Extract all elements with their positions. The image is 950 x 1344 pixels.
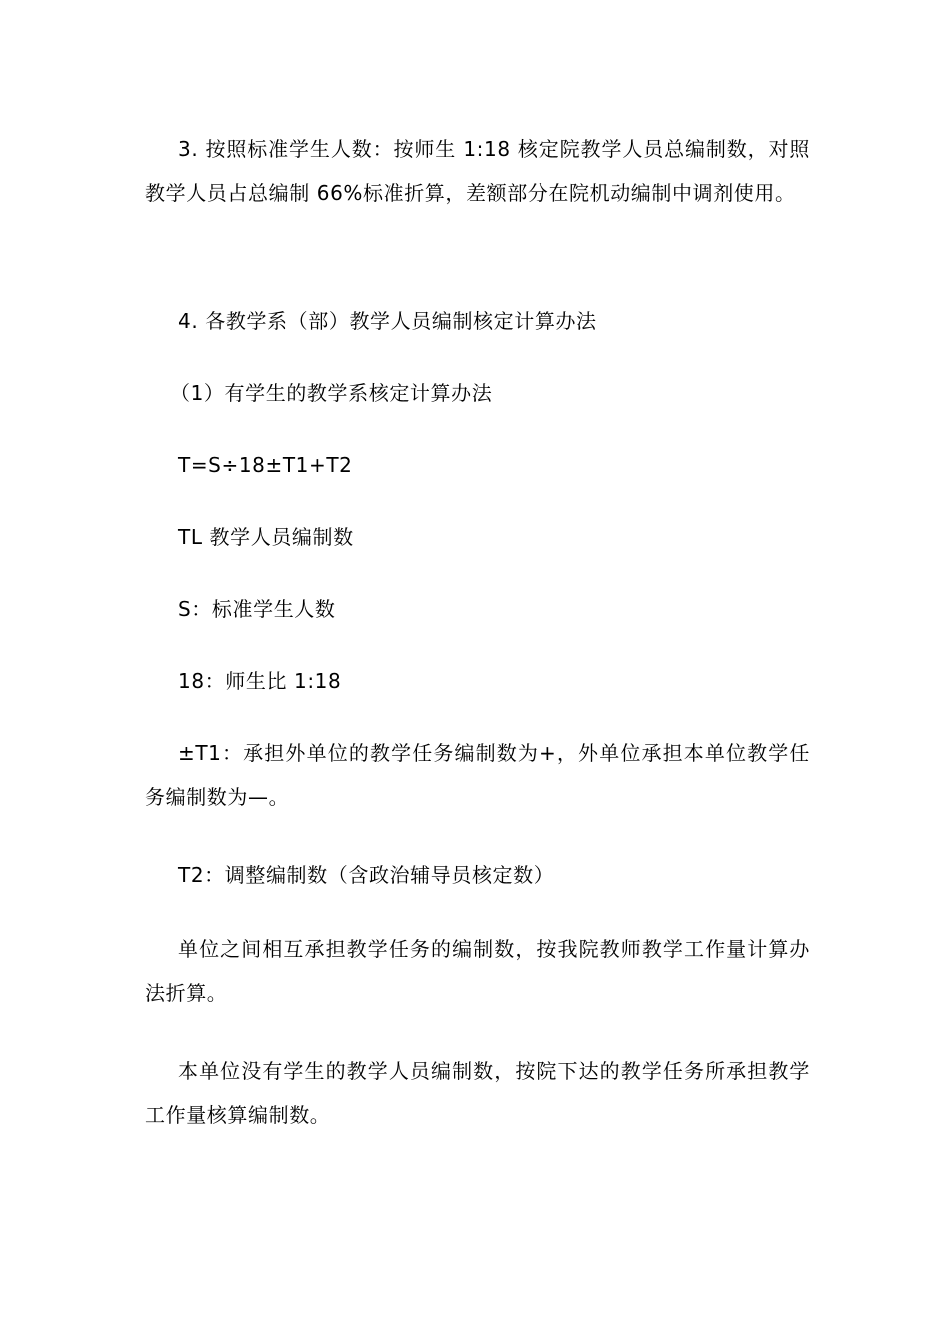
formula-line: T=S÷18±T1+T2 [178,453,353,477]
paragraph-staffing-by-student-count: 3. 按照标准学生人数：按师生 1:18 核定院教学人员总编制数，对照教学人员占总编制 66%标准折算，差额部分在院机动编制中调剂使用。 [145,137,810,205]
definition-s: S：标准学生人数 [178,597,336,621]
paragraph-subsection-1-heading: （1）有学生的教学系核定计算办法 [170,381,493,405]
paragraph-no-students: 本单位没有学生的教学人员编制数，按院下达的教学任务所承担教学工作量核算编制数。 [145,1059,810,1127]
definition-tl: TL 教学人员编制数 [178,525,354,549]
paragraph-section-4-heading: 4. 各教学系（部）教学人员编制核定计算办法 [178,309,597,333]
definition-18: 18：师生比 1:18 [178,669,342,693]
definition-t1: ±T1：承担外单位的教学任务编制数为+，外单位承担本单位教学任务编制数为—。 [145,741,810,809]
definition-t2: T2：调整编制数（含政治辅导员核定数） [178,863,555,887]
paragraph-mutual-tasks: 单位之间相互承担教学任务的编制数，按我院教师教学工作量计算办法折算。 [145,937,810,1005]
